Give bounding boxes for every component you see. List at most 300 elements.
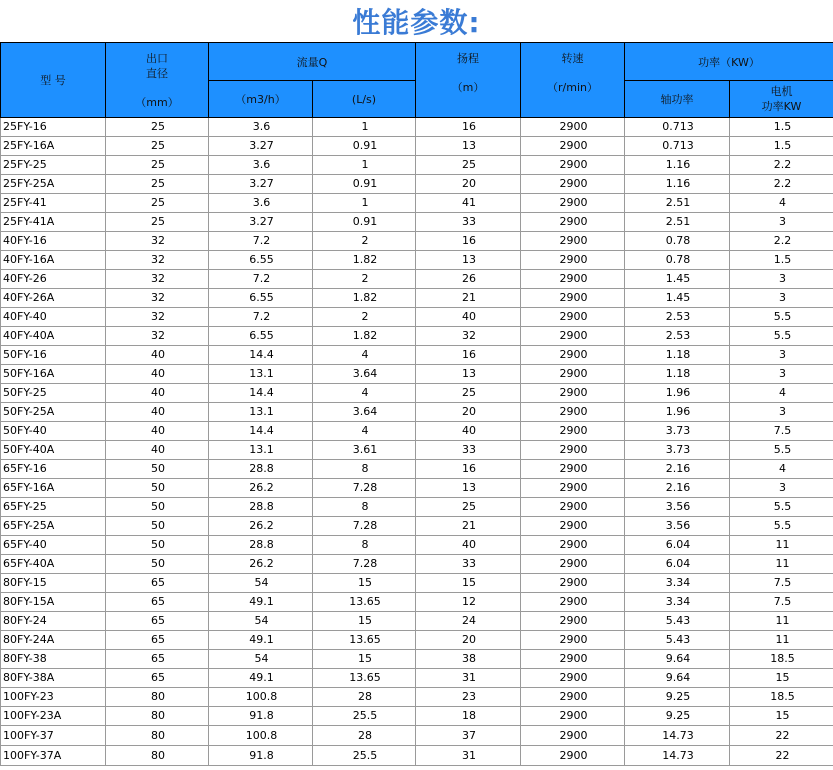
cell-motor-power: 2.2 [730,156,833,175]
cell-head: 40 [416,536,521,555]
cell-shaft-power: 1.45 [625,289,730,308]
cell-shaft-power: 6.04 [625,536,730,555]
table-row [1,213,833,232]
cell-motor-power: 2.2 [730,232,833,251]
header-head-label: 扬程 [457,52,480,65]
header-outlet-line1: 出口 [146,51,168,65]
cell-motor-power: 11 [730,631,833,650]
cell-shaft-power: 5.43 [625,631,730,650]
cell-outlet-diameter: 25 [106,175,209,194]
table-row [1,650,833,669]
cell-flow-ls: 8 [313,498,416,517]
cell-head: 15 [416,574,521,593]
cell-motor-power: 5.5 [730,498,833,517]
cell-shaft-power: 1.16 [625,175,730,194]
cell-model: 65FY-16A [1,479,106,498]
cell-flow-m3h: 14.4 [209,384,313,403]
cell-model: 80FY-38A [1,669,106,688]
cell-flow-m3h: 7.2 [209,308,313,327]
cell-flow-m3h: 91.8 [209,707,313,726]
cell-motor-power: 22 [730,746,833,766]
cell-model: 40FY-26 [1,270,106,289]
cell-outlet-diameter: 40 [106,441,209,460]
cell-speed: 2900 [521,536,625,555]
cell-flow-m3h: 6.55 [209,289,313,308]
table-row [1,156,833,175]
table-body [1,118,833,766]
cell-model: 80FY-24 [1,612,106,631]
cell-model: 65FY-16 [1,460,106,479]
cell-outlet-diameter: 25 [106,156,209,175]
table-row [1,346,833,365]
cell-model: 40FY-40 [1,308,106,327]
table-row [1,498,833,517]
cell-outlet-diameter: 50 [106,479,209,498]
cell-outlet-diameter: 32 [106,289,209,308]
cell-motor-power: 5.5 [730,441,833,460]
cell-head: 13 [416,365,521,384]
cell-outlet-diameter: 25 [106,118,209,137]
cell-shaft-power: 2.51 [625,194,730,213]
table-row [1,422,833,441]
cell-model: 25FY-16A [1,137,106,156]
cell-head: 18 [416,707,521,726]
header-flow-label: 流量Q [296,55,328,69]
cell-flow-ls: 0.91 [313,137,416,156]
cell-flow-ls: 13.65 [313,631,416,650]
header-flow-m3h [209,81,313,118]
cell-outlet-diameter: 65 [106,593,209,612]
cell-flow-ls: 4 [313,384,416,403]
cell-shaft-power: 9.64 [625,650,730,669]
header-power [625,43,833,81]
cell-motor-power: 5.5 [730,308,833,327]
cell-model: 50FY-16A [1,365,106,384]
cell-flow-m3h: 26.2 [209,555,313,574]
cell-speed: 2900 [521,118,625,137]
cell-speed: 2900 [521,327,625,346]
cell-motor-power: 3 [730,213,833,232]
cell-outlet-diameter: 40 [106,422,209,441]
cell-model: 65FY-25 [1,498,106,517]
cell-speed: 2900 [521,574,625,593]
cell-outlet-diameter: 25 [106,137,209,156]
cell-head: 16 [416,460,521,479]
table-row [1,175,833,194]
cell-outlet-diameter: 40 [106,384,209,403]
cell-outlet-diameter: 80 [106,726,209,746]
cell-outlet-diameter: 80 [106,688,209,707]
cell-speed: 2900 [521,669,625,688]
cell-speed: 2900 [521,232,625,251]
cell-shaft-power: 3.56 [625,517,730,536]
cell-flow-ls: 28 [313,726,416,746]
cell-outlet-diameter: 65 [106,650,209,669]
cell-speed: 2900 [521,631,625,650]
table-row [1,574,833,593]
cell-flow-m3h: 49.1 [209,631,313,650]
cell-speed: 2900 [521,746,625,766]
cell-flow-ls: 2 [313,308,416,327]
cell-model: 25FY-25A [1,175,106,194]
header-flow-m3h-label: （m3/h） [235,93,286,106]
cell-outlet-diameter: 25 [106,213,209,232]
cell-speed: 2900 [521,612,625,631]
cell-head: 21 [416,289,521,308]
cell-motor-power: 1.5 [730,118,833,137]
cell-head: 25 [416,384,521,403]
cell-model: 100FY-23 [1,688,106,707]
cell-speed: 2900 [521,194,625,213]
table-row [1,669,833,688]
cell-model: 50FY-25A [1,403,106,422]
cell-flow-ls: 7.28 [313,555,416,574]
cell-flow-m3h: 28.8 [209,460,313,479]
cell-flow-ls: 0.91 [313,175,416,194]
table-row [1,118,833,137]
header-shaft-power [625,81,730,118]
cell-model: 25FY-16 [1,118,106,137]
cell-motor-power: 5.5 [730,517,833,536]
cell-flow-m3h: 13.1 [209,441,313,460]
cell-speed: 2900 [521,156,625,175]
cell-motor-power: 15 [730,707,833,726]
cell-speed: 2900 [521,460,625,479]
table-row [1,308,833,327]
cell-shaft-power: 3.73 [625,422,730,441]
cell-shaft-power: 3.34 [625,574,730,593]
table-row [1,536,833,555]
cell-model: 65FY-40A [1,555,106,574]
cell-outlet-diameter: 40 [106,403,209,422]
cell-flow-m3h: 14.4 [209,422,313,441]
cell-speed: 2900 [521,650,625,669]
cell-outlet-diameter: 65 [106,612,209,631]
cell-shaft-power: 9.25 [625,707,730,726]
cell-flow-m3h: 26.2 [209,517,313,536]
cell-outlet-diameter: 40 [106,365,209,384]
cell-flow-m3h: 49.1 [209,593,313,612]
cell-speed: 2900 [521,555,625,574]
cell-head: 20 [416,175,521,194]
cell-head: 13 [416,251,521,270]
header-motor-line2: 功率KW [761,100,802,113]
cell-head: 38 [416,650,521,669]
table-row [1,593,833,612]
header-shaft-power-label: 轴功率 [660,93,694,106]
cell-head: 24 [416,612,521,631]
cell-flow-ls: 3.64 [313,365,416,384]
cell-head: 16 [416,118,521,137]
cell-flow-ls: 25.5 [313,707,416,726]
cell-motor-power: 3 [730,479,833,498]
cell-head: 26 [416,270,521,289]
cell-motor-power: 11 [730,555,833,574]
cell-outlet-diameter: 32 [106,251,209,270]
cell-outlet-diameter: 80 [106,746,209,766]
page-title: 性能参数: [352,6,481,39]
cell-speed: 2900 [521,346,625,365]
cell-flow-m3h: 54 [209,574,313,593]
cell-flow-ls: 15 [313,612,416,631]
cell-flow-m3h: 3.6 [209,194,313,213]
header-flow [209,43,416,81]
cell-flow-m3h: 14.4 [209,346,313,365]
cell-shaft-power: 6.04 [625,555,730,574]
cell-flow-ls: 2 [313,270,416,289]
header-head-unit: （m） [451,81,485,94]
cell-flow-ls: 8 [313,460,416,479]
cell-flow-m3h: 100.8 [209,688,313,707]
cell-flow-m3h: 7.2 [209,232,313,251]
cell-speed: 2900 [521,213,625,232]
cell-flow-ls: 3.61 [313,441,416,460]
cell-speed: 2900 [521,479,625,498]
cell-speed: 2900 [521,707,625,726]
header-outlet-line2: 直径 [146,66,168,80]
cell-head: 16 [416,232,521,251]
cell-flow-m3h: 3.27 [209,175,313,194]
cell-outlet-diameter: 50 [106,536,209,555]
table-row [1,365,833,384]
cell-speed: 2900 [521,289,625,308]
cell-head: 25 [416,498,521,517]
cell-speed: 2900 [521,384,625,403]
cell-motor-power: 3 [730,365,833,384]
table-row [1,479,833,498]
table-row [1,384,833,403]
table-row [1,251,833,270]
cell-head: 33 [416,213,521,232]
cell-model: 80FY-24A [1,631,106,650]
cell-speed: 2900 [521,441,625,460]
cell-outlet-diameter: 25 [106,194,209,213]
cell-model: 25FY-41A [1,213,106,232]
cell-shaft-power: 14.73 [625,726,730,746]
header-power-label: 功率（KW） [698,55,760,69]
cell-flow-m3h: 91.8 [209,746,313,766]
cell-model: 100FY-37A [1,746,106,766]
cell-shaft-power: 1.18 [625,365,730,384]
cell-flow-ls: 4 [313,346,416,365]
cell-flow-m3h: 54 [209,650,313,669]
cell-motor-power: 11 [730,612,833,631]
cell-flow-m3h: 3.27 [209,137,313,156]
table-row [1,137,833,156]
table-row [1,441,833,460]
cell-motor-power: 7.5 [730,422,833,441]
cell-shaft-power: 2.53 [625,327,730,346]
cell-motor-power: 3 [730,270,833,289]
cell-flow-ls: 28 [313,688,416,707]
cell-motor-power: 1.5 [730,251,833,270]
cell-model: 50FY-16 [1,346,106,365]
cell-model: 80FY-38 [1,650,106,669]
cell-shaft-power: 2.16 [625,479,730,498]
cell-model: 80FY-15A [1,593,106,612]
cell-outlet-diameter: 40 [106,346,209,365]
cell-motor-power: 15 [730,669,833,688]
cell-flow-ls: 1.82 [313,327,416,346]
cell-shaft-power: 3.34 [625,593,730,612]
cell-motor-power: 3 [730,346,833,365]
cell-outlet-diameter: 65 [106,631,209,650]
cell-motor-power: 3 [730,403,833,422]
header-model [1,43,106,118]
cell-shaft-power: 1.45 [625,270,730,289]
cell-flow-ls: 2 [313,232,416,251]
cell-flow-ls: 15 [313,574,416,593]
cell-outlet-diameter: 32 [106,270,209,289]
cell-flow-ls: 1 [313,194,416,213]
cell-shaft-power: 3.73 [625,441,730,460]
cell-outlet-diameter: 65 [106,669,209,688]
cell-shaft-power: 14.73 [625,746,730,766]
cell-shaft-power: 1.16 [625,156,730,175]
cell-motor-power: 4 [730,384,833,403]
cell-speed: 2900 [521,498,625,517]
cell-flow-m3h: 3.27 [209,213,313,232]
cell-shaft-power: 9.64 [625,669,730,688]
cell-head: 21 [416,517,521,536]
cell-speed: 2900 [521,593,625,612]
cell-flow-ls: 0.91 [313,213,416,232]
cell-head: 40 [416,308,521,327]
cell-speed: 2900 [521,175,625,194]
table-row [1,517,833,536]
cell-head: 33 [416,441,521,460]
table-row [1,289,833,308]
table-row [1,726,833,746]
table-row [1,270,833,289]
cell-speed: 2900 [521,308,625,327]
cell-motor-power: 4 [730,460,833,479]
cell-model: 50FY-40 [1,422,106,441]
cell-flow-m3h: 13.1 [209,365,313,384]
table-row [1,707,833,726]
cell-shaft-power: 1.18 [625,346,730,365]
cell-shaft-power: 1.96 [625,384,730,403]
cell-outlet-diameter: 50 [106,498,209,517]
cell-outlet-diameter: 32 [106,232,209,251]
cell-head: 37 [416,726,521,746]
header-speed [521,43,625,118]
cell-head: 41 [416,194,521,213]
cell-model: 80FY-15 [1,574,106,593]
table-row [1,327,833,346]
cell-flow-m3h: 6.55 [209,327,313,346]
cell-speed: 2900 [521,270,625,289]
cell-flow-m3h: 26.2 [209,479,313,498]
cell-motor-power: 22 [730,726,833,746]
cell-flow-m3h: 3.6 [209,156,313,175]
cell-head: 12 [416,593,521,612]
table-row [1,688,833,707]
cell-flow-ls: 13.65 [313,669,416,688]
table-header [1,43,833,118]
cell-flow-ls: 25.5 [313,746,416,766]
cell-motor-power: 7.5 [730,574,833,593]
cell-flow-m3h: 6.55 [209,251,313,270]
cell-head: 16 [416,346,521,365]
cell-outlet-diameter: 32 [106,308,209,327]
cell-motor-power: 3 [730,289,833,308]
cell-flow-ls: 7.28 [313,517,416,536]
cell-flow-ls: 1 [313,118,416,137]
header-head [416,43,521,118]
cell-speed: 2900 [521,365,625,384]
cell-model: 100FY-23A [1,707,106,726]
cell-speed: 2900 [521,251,625,270]
cell-shaft-power: 0.713 [625,137,730,156]
cell-flow-m3h: 49.1 [209,669,313,688]
cell-outlet-diameter: 32 [106,327,209,346]
cell-shaft-power: 0.78 [625,232,730,251]
cell-flow-m3h: 54 [209,612,313,631]
table-row [1,631,833,650]
table-row [1,746,833,766]
cell-flow-m3h: 28.8 [209,536,313,555]
header-outlet-unit: （mm） [135,95,179,109]
cell-speed: 2900 [521,403,625,422]
cell-outlet-diameter: 50 [106,517,209,536]
header-flow-ls-label: (L/s) [351,92,377,106]
cell-outlet-diameter: 50 [106,460,209,479]
cell-head: 33 [416,555,521,574]
cell-head: 31 [416,669,521,688]
cell-shaft-power: 1.96 [625,403,730,422]
cell-flow-ls: 1.82 [313,289,416,308]
cell-flow-ls: 1.82 [313,251,416,270]
cell-motor-power: 4 [730,194,833,213]
cell-outlet-diameter: 65 [106,574,209,593]
cell-speed: 2900 [521,688,625,707]
cell-model: 100FY-37 [1,726,106,746]
header-speed-unit: （r/min） [547,81,598,94]
cell-flow-ls: 1 [313,156,416,175]
cell-head: 20 [416,403,521,422]
table-row [1,232,833,251]
table-row [1,555,833,574]
cell-head: 23 [416,688,521,707]
header-speed-label: 转速 [561,52,584,65]
cell-motor-power: 7.5 [730,593,833,612]
cell-flow-m3h: 13.1 [209,403,313,422]
cell-outlet-diameter: 50 [106,555,209,574]
cell-speed: 2900 [521,137,625,156]
cell-motor-power: 2.2 [730,175,833,194]
cell-model: 65FY-25A [1,517,106,536]
cell-shaft-power: 3.56 [625,498,730,517]
cell-model: 50FY-40A [1,441,106,460]
cell-shaft-power: 2.16 [625,460,730,479]
cell-motor-power: 18.5 [730,688,833,707]
cell-shaft-power: 9.25 [625,688,730,707]
cell-shaft-power: 2.51 [625,213,730,232]
cell-flow-ls: 13.65 [313,593,416,612]
table-row [1,194,833,213]
cell-motor-power: 5.5 [730,327,833,346]
cell-head: 20 [416,631,521,650]
header-motor-power [730,81,833,118]
cell-head: 31 [416,746,521,766]
cell-motor-power: 11 [730,536,833,555]
cell-head: 32 [416,327,521,346]
cell-model: 40FY-16 [1,232,106,251]
cell-speed: 2900 [521,422,625,441]
cell-flow-ls: 15 [313,650,416,669]
cell-shaft-power: 5.43 [625,612,730,631]
